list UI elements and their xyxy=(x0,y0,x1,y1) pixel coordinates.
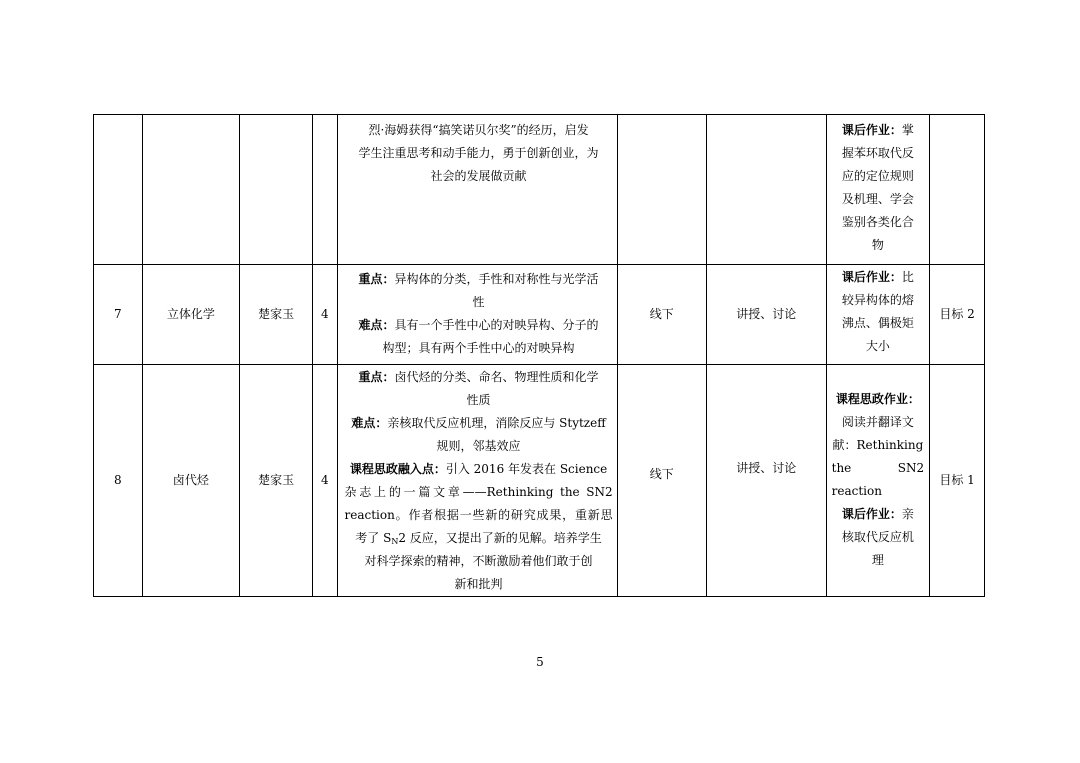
cell-teacher: 楚家玉 xyxy=(240,365,313,597)
cell-homework: 课后作业：比 较异构体的熔 沸点、偶极矩 大小 xyxy=(826,265,930,365)
cell-homework: 课程思政作业： 阅读并翻译文 献：Rethinking the SN2 reaction 课后作业：亲 核取代反应机 理 xyxy=(826,365,930,597)
homework-line: 理 xyxy=(871,553,884,567)
cell-method: 讲授、讨论 xyxy=(706,365,826,597)
cell-teacher xyxy=(240,115,313,265)
cell-no: 7 xyxy=(94,265,143,365)
cell-goal: 目标 2 xyxy=(930,265,985,365)
table-row xyxy=(94,365,985,597)
ideology-label: 课程思政融入点： xyxy=(349,462,446,476)
homework-line: 较异构体的熔 xyxy=(841,293,914,307)
cell-goal xyxy=(930,115,985,265)
key-point-label: 重点： xyxy=(358,272,395,286)
cell-no xyxy=(94,115,143,265)
homework-label: 课后作业： xyxy=(841,123,902,137)
difficulty-label: 难点： xyxy=(358,318,395,332)
cell-method xyxy=(706,115,826,265)
cell-content: 重点：卤代烃的分类、命名、物理性质和化学 性质 难点：亲核取代反应机理，消除反应与 Stytzeff 规则，邻基效应 课程思政融入点：引入 2016 年发表在 Science 杂志上的一篇文章——Rethinking the SN2 reaction。作者根据一些新的研究成果，重新思 考了 $S_N2$ 反应，又提出了新的见解。培养学生 对科学探索的精神，不断激励着他们敢于创 新和批判 xyxy=(337,365,617,597)
cell-hours: 4 xyxy=(313,365,337,597)
homework-line: 核取代反应机 xyxy=(841,530,914,544)
content-line: 学生注重思考和动手能力，勇于创新创业，为 xyxy=(358,146,599,160)
homework-line: 献：Rethinking xyxy=(832,438,924,452)
homework-line: 沸点、偶极矩 xyxy=(841,316,914,330)
homework-label: 课后作业： xyxy=(841,270,902,284)
cell-hours: 4 xyxy=(313,265,337,365)
content-line: 烈·海姆获得“搞笑诺贝尔奖”的经历，启发 xyxy=(368,123,589,137)
cell-teacher: 楚家玉 xyxy=(240,265,313,365)
cell-mode: 线下 xyxy=(617,365,706,597)
table-row xyxy=(94,115,985,265)
content-line: 社会的发展做贡献 xyxy=(430,169,527,183)
cell-mode xyxy=(617,115,706,265)
cell-method: 讲授、讨论 xyxy=(706,265,826,365)
cell-mode: 线下 xyxy=(617,265,706,365)
page-number: 5 xyxy=(536,655,544,669)
cell-content: 重点：异构体的分类，手性和对称性与光学活 性 难点：具有一个手性中心的对映异构、分子的 构型；具有两个手性中心的对映异构 xyxy=(337,265,617,365)
difficulty-label: 难点： xyxy=(351,416,388,430)
homework-line: 及机理、学会 xyxy=(841,192,914,206)
homework-label: 课后作业： xyxy=(841,507,902,521)
cell-title xyxy=(142,115,239,265)
table-row xyxy=(94,265,985,365)
homework-line: 鉴别各类化合 xyxy=(841,215,914,229)
homework-line: 阅读并翻译文 xyxy=(841,415,914,429)
homework-line: 应的定位规则 xyxy=(841,169,914,183)
homework-line: 物 xyxy=(871,238,884,252)
homework-line: 大小 xyxy=(865,339,890,353)
cell-title: 卤代烃 xyxy=(142,365,239,597)
cell-content xyxy=(337,115,617,265)
cell-hours xyxy=(313,115,337,265)
cell-title: 立体化学 xyxy=(142,265,239,365)
cell-goal: 目标 1 xyxy=(930,365,985,597)
cell-no: 8 xyxy=(94,365,143,597)
ideology-homework-label: 课程思政作业： xyxy=(835,392,920,406)
cell-homework: 课后作业：掌 握苯环取代反 应的定位规则 及机理、学会 鉴别各类化合 物 xyxy=(826,115,930,265)
syllabus-table xyxy=(93,114,985,597)
key-point-label: 重点： xyxy=(358,370,395,384)
homework-line: 握苯环取代反 xyxy=(841,146,914,160)
